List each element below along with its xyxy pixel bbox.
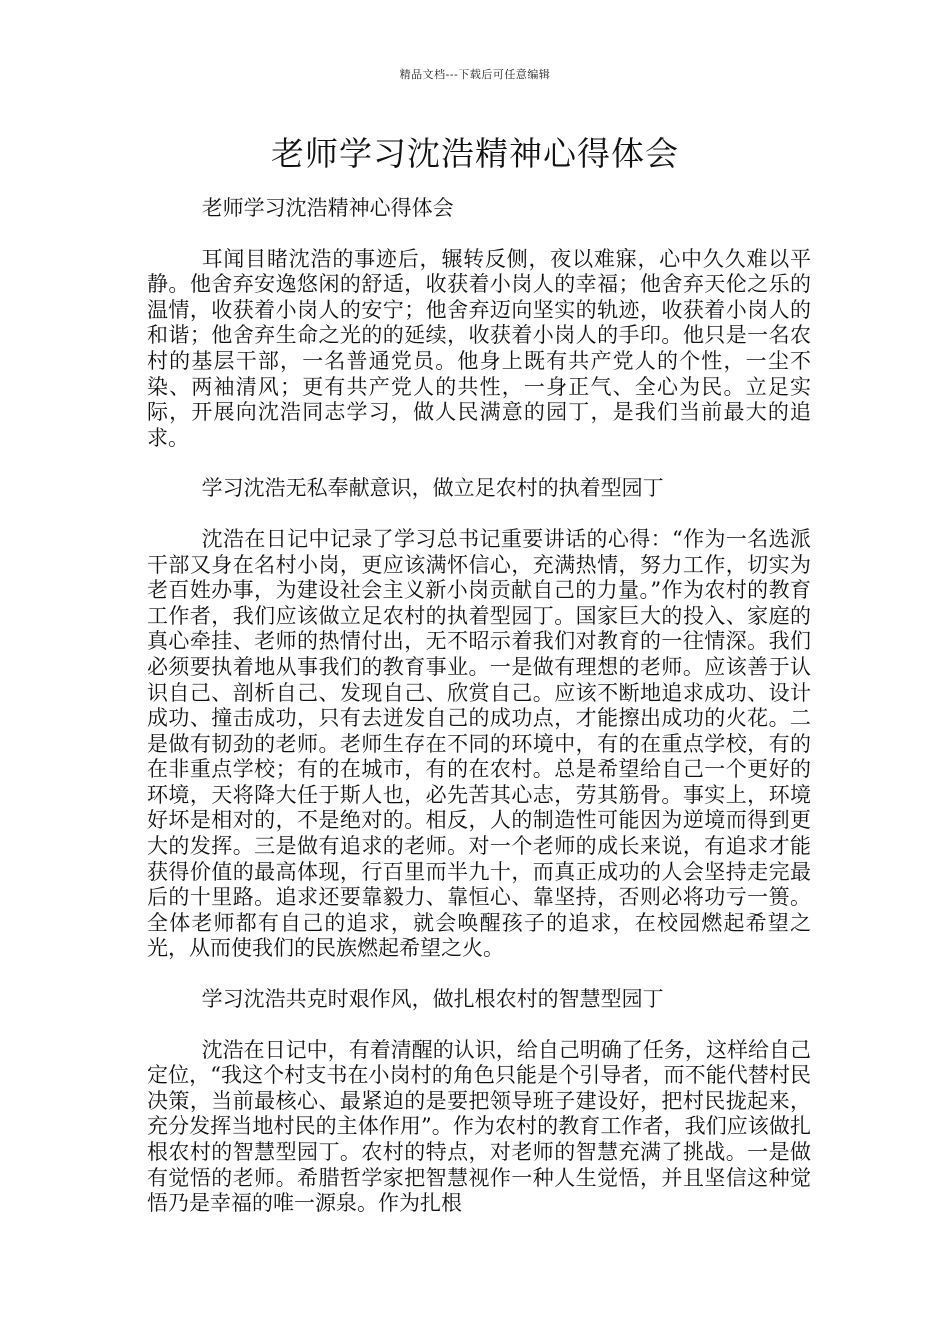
section-heading: 学习沈浩无私奉献意识，做立足农村的执着型园丁 — [201, 476, 664, 501]
document-body — [147, 196, 811, 1242]
body-paragraph: 沈浩在日记中，有着清醒的认识，给自己明确了任务，这样给自己定位，“我这个村支书在小岗村的角色只能是个引导者，而不能代替村民决策，当前最核心、最紧迫的是要把领导班子建设好，把村民拢起来，充分发挥当地村民的主体作用”。作为农村的教育工作者，我们应该做扎根农村的智慧型园丁。农村的特点，对老师的智慧充满了挑战。一是做有觉悟的老师。希腊哲学家把智慧视作一种人生觉悟，并且坚信这种觉悟乃是幸福的唯一源泉。作为扎根 — [147, 1037, 811, 1216]
section-heading: 老师学习沈浩精神心得体会 — [201, 196, 454, 220]
body-paragraph: 耳闻目睹沈浩的事迹后，辗转反侧，夜以难寐，心中久久难以平静。他舍弃安逸悠闲的舒适，收获着小岗人的幸福；他舍弃天伦之乐的温情，收获着小岗人的安宁；他舍弃迈向坚实的轨迹，收获着小岗人的和谐；他舍弃生命之光的的延续，收获着小岗人的手印。他只是一名农村的基层干部，一名普通党员。他身上既有共产党人的个性，一尘不染、两袖清风；更有共产党人的共性，一身正气、全心为民。立足实际，开展向沈浩同志学习，做人民满意的园丁，是我们当前最大的追求。 — [147, 246, 811, 450]
header-note: 精品文档---下载后可任意编辑 — [399, 68, 551, 81]
body-paragraph: 沈浩在日记中记录了学习总书记重要讲话的心得：“作为一名选派干部又身在名村小岗，更应该满怀信心，充满热情，努力工作，切实为老百姓办事，为建设社会主义新小岗贡献自己的力量。”作为农村的教育工作者，我们应该做立足农村的执着型园丁。国家巨大的投入、家庭的真心牵挂、老师的热情付出，无不昭示着我们对教育的一往情深。我们必须要执着地从事我们的教育事业。一是做有理想的老师。应该善于认识自己、剖析自己、发现自己、欣赏自己。应该不断地追求成功、设计成功、撞击成功，只有去迸发自己的成功点，才能擦出成功的火花。二是做有韧劲的老师。老师生存在不同的环境中，有的在重点学校，有的在非重点学校；有的在城市，有的在农村。总是希望给自己一个更好的环境，天将降大任于斯人也，必先苦其心志，劳其筋骨。事实上，环境好坏是相对的，不是绝对的。相反，人的制造性可能因为逆境而得到更大的发挥。三是做有追求的老师。对一个老师的成长来说，有追求才能获得价值的最高体现，行百里而半九十，而真正成功的人会坚持走完最后的十里路。追求还要靠毅力、靠恒心、靠坚持，否则必将功亏一篑。全体老师都有自己的追求，就会唤醒孩子的追求，在校园燃起希望之光，从而使我们的民族燃起希望之火。 — [147, 526, 811, 961]
section-heading: 学习沈浩共克时艰作风，做扎根农村的智慧型园丁 — [201, 987, 664, 1012]
document-title: 老师学习沈浩精神心得体会 — [271, 134, 679, 173]
